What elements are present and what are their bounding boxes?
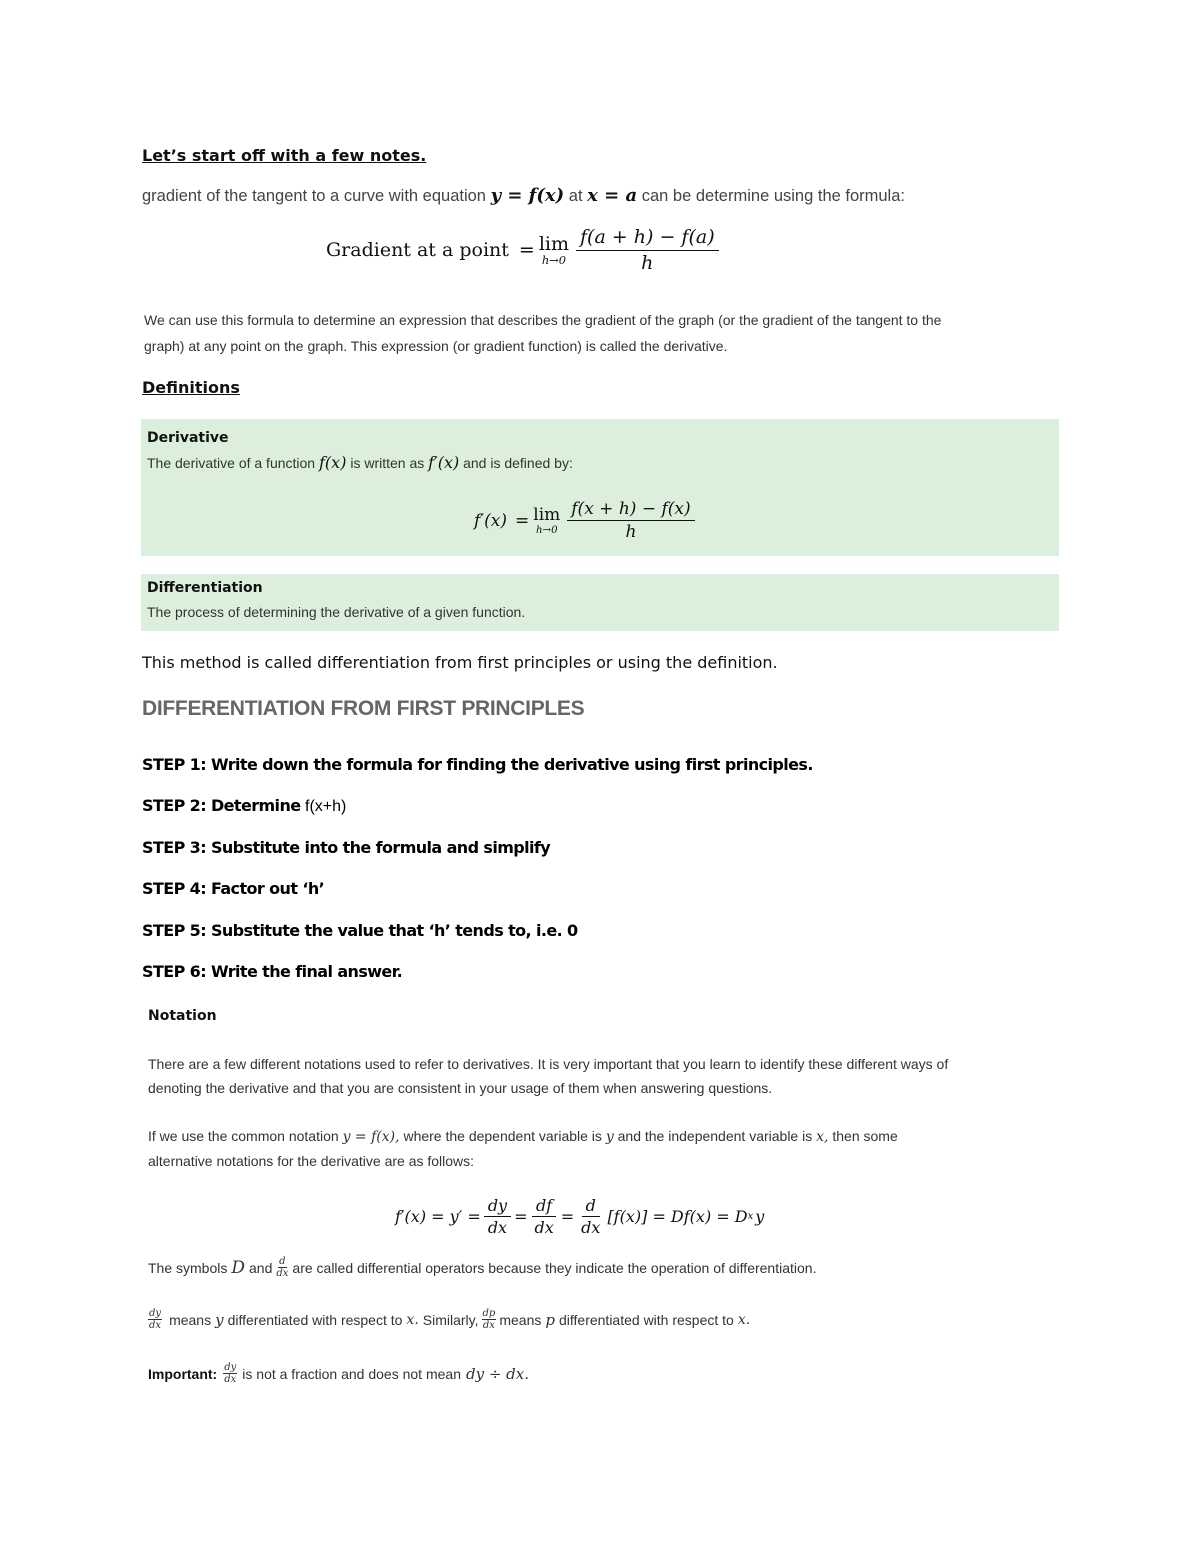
important-label: Important: bbox=[148, 1365, 218, 1382]
important-num: dy bbox=[224, 1362, 237, 1373]
derivative-fpx: f′(x) bbox=[428, 453, 460, 472]
d-dx-den: dx bbox=[581, 1218, 601, 1238]
derivative-limit bbox=[533, 506, 560, 536]
gradient-fraction bbox=[576, 226, 719, 275]
intro-before: gradient of the tangent to a curve with equation bbox=[142, 187, 486, 205]
means1-den: dx bbox=[149, 1320, 162, 1331]
dy-dx-fraction bbox=[484, 1196, 511, 1237]
means2-den: dx bbox=[482, 1320, 495, 1331]
means2-x: x. bbox=[737, 1311, 751, 1328]
notation-p2-mid: where the dependent variable is bbox=[403, 1128, 602, 1144]
means2-text: means bbox=[499, 1311, 542, 1328]
derivative-formula bbox=[474, 499, 698, 543]
gradient-limit bbox=[539, 234, 569, 267]
gradient-numerator: f(a + h) − f(a) bbox=[576, 226, 719, 251]
method-line: This method is called differentiation from first principles or using the definition. bbox=[142, 653, 778, 672]
dy-dx-num: dy bbox=[484, 1196, 511, 1217]
means-line bbox=[148, 1308, 754, 1331]
lim-subscript: h→0 bbox=[541, 253, 566, 268]
step-6-label: STEP 6: Write the final answer. bbox=[142, 962, 403, 981]
notation-p2-mid2: and the independent variable is bbox=[617, 1128, 813, 1144]
step-2-label: STEP 2: Determine bbox=[142, 796, 301, 815]
means2-mid: differentiated with respect to bbox=[558, 1311, 734, 1328]
step-2-rest: f(x+h) bbox=[305, 798, 347, 815]
derivative-equals: = bbox=[515, 510, 530, 531]
notation-p2-after: then some bbox=[832, 1128, 898, 1144]
means1-text: means bbox=[169, 1311, 212, 1328]
gradient-equals: = bbox=[518, 239, 535, 262]
notation-eq-part-1: f′(x) = y′ = bbox=[395, 1207, 481, 1227]
means2-num: dp bbox=[482, 1308, 496, 1319]
notation-p2-before: If we use the common notation bbox=[148, 1128, 339, 1144]
notation-paragraph-1 bbox=[148, 1052, 1078, 1100]
notation-eq-equals-3: = bbox=[560, 1207, 575, 1227]
notation-p2-x: x, bbox=[816, 1129, 829, 1145]
d-dx-num: d bbox=[582, 1196, 600, 1217]
notation-equation bbox=[395, 1196, 764, 1237]
paragraph-line-2: graph) at any point on the graph. This expression (or gradient function) is called the derivative. bbox=[144, 338, 728, 354]
derivative-box bbox=[141, 419, 1059, 556]
symbols-and: and bbox=[249, 1259, 273, 1276]
important-text: is not a fraction and does not mean bbox=[242, 1365, 461, 1382]
symbol-d-num: d bbox=[279, 1256, 286, 1267]
symbols-after: are called differential operators because they indicate the operation of differentiation. bbox=[292, 1259, 817, 1276]
means2-fraction bbox=[482, 1308, 497, 1331]
notes-heading: Let’s start off with a few notes. bbox=[142, 146, 427, 165]
step-3 bbox=[142, 838, 550, 857]
derivative-title: Derivative bbox=[147, 430, 229, 446]
notation-p1-line-2: denoting the derivative and that you are consistent in your usage of them when answering questions. bbox=[148, 1080, 773, 1096]
intro-mid: at bbox=[568, 187, 583, 205]
derivative-text bbox=[147, 453, 573, 472]
dy-dx-den: dx bbox=[487, 1218, 508, 1238]
symbols-line bbox=[148, 1256, 816, 1279]
notation-p2-y: y bbox=[605, 1129, 614, 1145]
definitions-heading: Definitions bbox=[142, 378, 240, 397]
intro-line bbox=[142, 185, 905, 206]
section-title: DIFFERENTIATION FROM FIRST PRINCIPLES bbox=[142, 697, 585, 720]
important-expression: dy ÷ dx. bbox=[465, 1364, 529, 1383]
step-5-label: STEP 5: Substitute the value that ‘h’ tends to, i.e. 0 bbox=[142, 921, 578, 940]
gradient-label: Gradient at a point bbox=[326, 239, 509, 262]
derivative-lim-subscript: h→0 bbox=[535, 524, 558, 536]
step-1 bbox=[142, 755, 813, 774]
step-6 bbox=[142, 962, 402, 981]
derivative-denominator: h bbox=[625, 522, 637, 543]
notation-paragraph-2 bbox=[148, 1124, 1078, 1173]
step-3-label: STEP 3: Substitute into the formula and simplify bbox=[142, 838, 551, 857]
means1-num: dy bbox=[149, 1308, 162, 1319]
differentiation-box bbox=[141, 574, 1059, 631]
derivative-lhs: f′(x) bbox=[474, 510, 508, 531]
step-5 bbox=[142, 921, 578, 940]
notation-p1-line-1: There are a few different notations used to refer to derivatives. It is very important that you learn to identify these different ways of bbox=[148, 1056, 949, 1072]
means2-p: p bbox=[545, 1310, 555, 1329]
symbols-before: The symbols bbox=[148, 1259, 228, 1276]
df-dx-fraction bbox=[531, 1196, 558, 1237]
important-fraction bbox=[223, 1362, 237, 1385]
means1-mid: differentiated with respect to bbox=[227, 1311, 403, 1328]
notation-eq-subscript: x bbox=[747, 1211, 754, 1223]
derivative-fraction bbox=[567, 499, 694, 543]
important-line bbox=[148, 1362, 529, 1385]
symbol-d-dx bbox=[275, 1256, 289, 1279]
differentiation-title: Differentiation bbox=[147, 580, 263, 596]
df-dx-den: dx bbox=[534, 1218, 554, 1238]
gradient-denominator: h bbox=[641, 251, 654, 274]
notation-p2-line-1 bbox=[148, 1124, 1078, 1149]
step-4 bbox=[142, 879, 324, 898]
notation-eq-part-3: y bbox=[755, 1207, 765, 1227]
derivative-fx: f(x) bbox=[319, 453, 347, 472]
notation-p2-line-2: alternative notations for the derivative are as follows: bbox=[148, 1153, 475, 1169]
intro-after: can be determine using the formula: bbox=[641, 187, 905, 205]
differentiation-text: The process of determining the derivative of a given function. bbox=[147, 604, 526, 620]
means1-x: x. bbox=[406, 1311, 419, 1328]
important-den: dx bbox=[224, 1374, 237, 1385]
derivative-numerator: f(x + h) − f(x) bbox=[567, 499, 694, 521]
derivative-text-after: and is defined by: bbox=[463, 455, 573, 471]
d-dx-fraction bbox=[577, 1196, 604, 1237]
intro-at: x = a bbox=[587, 185, 638, 206]
paragraph-line-1: We can use this formula to determine an expression that describes the gradient of the graph (or the gradient of the tangent to the bbox=[144, 312, 942, 328]
lim-word: lim bbox=[538, 232, 569, 255]
derivative-text-before: The derivative of a function bbox=[147, 455, 316, 471]
step-2 bbox=[142, 796, 346, 816]
derivative-lim-word: lim bbox=[533, 504, 561, 525]
symbol-d-den: dx bbox=[276, 1268, 289, 1279]
step-1-label: STEP 1: Write down the formula for finding the derivative using first principles. bbox=[142, 755, 813, 774]
derivative-paragraph bbox=[144, 307, 1064, 359]
means1-y: y bbox=[215, 1310, 224, 1329]
notation-eq-part-2: [f(x)] = Df(x) = D bbox=[607, 1207, 748, 1227]
df-dx-num: df bbox=[532, 1196, 556, 1217]
derivative-text-mid: is written as bbox=[350, 455, 425, 471]
notation-title: Notation bbox=[148, 1008, 217, 1024]
notation-eq-equals-2: = bbox=[514, 1207, 528, 1227]
notation-p2-equation: y = f(x), bbox=[342, 1129, 400, 1145]
intro-equation: y = f(x) bbox=[490, 185, 565, 206]
means1-similarly: Similarly, bbox=[422, 1311, 479, 1328]
gradient-formula bbox=[326, 226, 722, 275]
symbol-D: D bbox=[231, 1257, 245, 1278]
means1-fraction bbox=[148, 1308, 162, 1331]
step-4-label: STEP 4: Factor out ‘h’ bbox=[142, 879, 325, 898]
